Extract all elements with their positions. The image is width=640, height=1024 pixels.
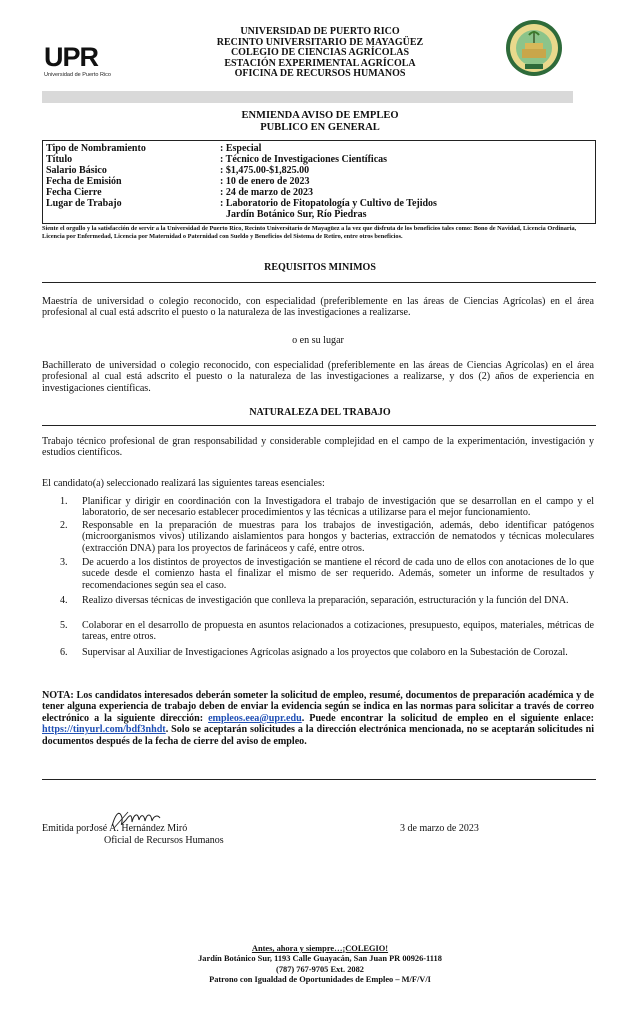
task-text: Planificar y dirigir en coordinación con la Investigadora el trabajo de investigación que se desarrollan en el campo y el laboratorio, de ser necesario establecer procedimientos y las técnicas a utilizarse para el mejor funcionamiento.: [82, 496, 594, 519]
task-number: 4.: [60, 595, 68, 606]
footer-slogan: Antes, ahora y siempre…¡COLEGIO!: [251, 944, 389, 953]
section-rule: [42, 779, 596, 780]
task-number: 6.: [60, 647, 68, 658]
naturaleza-heading: NATURALEZA DEL TRABAJO: [249, 407, 391, 418]
task-text: Realizo diversas técnicas de investigación que conlleva la preparación, separación, estructuración y la función del DNA.: [82, 595, 569, 606]
header-line: RECINTO UNIVERSITARIO DE MAYAGÜEZ: [216, 36, 424, 48]
info-label: Fecha de Emisión: [46, 176, 122, 187]
tasks-intro: El candidato(a) seleccionado realizará las siguientes tareas esenciales:: [42, 478, 325, 489]
info-label: Fecha Cierre: [46, 187, 102, 198]
issued-by-label: Emitida por:: [42, 823, 93, 834]
task-text: Responsable en la preparación de muestras para los trabajos de investigación, además, debo identificar patógenos (microorganismos vivos) utilizando aislamientos para hongos y bacterias, extracción de nematodos y técnicas moleculares (extracción DNA) para los proyectos de farináceos y café, entre otros.: [82, 520, 594, 554]
section-rule: [42, 282, 596, 283]
or-separator: o en su lugar: [292, 335, 344, 346]
info-value: : Laboratorio de Fitopatología y Cultivo de Tejidos: [220, 198, 437, 209]
info-value: : Técnico de Investigaciones Científicas: [220, 154, 388, 165]
info-label: Título: [46, 154, 73, 165]
signatory-title: Oficial de Recursos Humanos: [104, 835, 224, 846]
header-line: UNIVERSIDAD DE PUERTO RICO: [240, 26, 400, 37]
info-label: Tipo de Nombramiento: [46, 143, 146, 154]
task-number: 5.: [60, 620, 68, 631]
page-footer: [42, 944, 598, 986]
logo-mark: UPR: [44, 42, 99, 72]
task-text: De acuerdo a los distintos de proyectos de investigación se mantiene el récord de cada uno de ellos con anotaciones de lo que sucede desde el comienzo hasta el finalizar el mismo de ser requerido. Además, someter un informe de resultados y recomendaciones según sea el caso.: [82, 557, 594, 591]
header-line: OFICINA DE RECURSOS HUMANOS: [234, 68, 406, 80]
application-note: [42, 690, 594, 747]
institution-header: [170, 27, 470, 80]
info-value: : 10 de enero de 2023: [220, 176, 310, 187]
info-value: Jardín Botánico Sur, Río Piedras: [226, 209, 367, 220]
header-divider-band: [42, 91, 573, 103]
task-number: 2.: [60, 520, 68, 531]
requisitos-paragraph: Maestría de universidad o colegio reconocido, con especialidad (preferiblemente en las áreas de Ciencias Agrícolas) en el área profesional al cual está adscrito el puesto o la naturaleza de las investigaciones a realizarse.: [42, 296, 594, 319]
requisitos-paragraph: Bachillerato de universidad o colegio reconocido, con especialidad (preferiblemente en las áreas de Ciencias Agrícolas) en el área profesional al cual está adscrito el puesto o la naturaleza de las investigaciones a realizarse, y dos (2) años de experiencia en investigaciones científicas.: [42, 360, 594, 394]
info-value: : 24 de marzo de 2023: [220, 187, 314, 198]
logo-subtitle: Universidad de Puerto Rico: [44, 72, 111, 78]
signatory-block: [90, 823, 224, 847]
note-text: NOTA: Los candidatos interesados deberán someter la solicitud de empleo, resumé, documentos de preparación académica y de tener alguna experiencia de trabajo deben de enviar la evidencia según se indica en las normas para solicitar a través de correo electrónico a la siguiente dirección:: [42, 690, 594, 724]
job-info-table: [42, 140, 596, 224]
info-value: : Especial: [220, 143, 262, 154]
email-link[interactable]: empleos.eea@upr.edu: [208, 712, 302, 724]
naturaleza-paragraph: Trabajo técnico profesional de gran responsabilidad y considerable complejidad en el campo de la experimentación, investigación y estudios científicos.: [42, 436, 594, 459]
section-rule: [42, 425, 596, 426]
footer-eeo: Patrono con Igualdad de Oportunidades de Empleo – M/F/V/I: [209, 975, 431, 985]
header-line: COLEGIO DE CIENCIAS AGRÍCOLAS: [230, 47, 410, 59]
info-label: Salario Básico: [46, 165, 107, 176]
task-text: Colaborar en el desarrollo de propuesta en asuntos relacionados a cotizaciones, presupuesto, equipos, materiales, métricas de tareas, entre otros.: [82, 620, 594, 643]
note-text: . Solo se aceptarán solicitudes a la dirección electrónica mencionada, no se aceptarán solicitudes ni documentos después de la fecha de cierre del aviso de empleo.: [42, 724, 594, 747]
task-number: 3.: [60, 557, 68, 568]
task-number: 1.: [60, 496, 68, 507]
university-seal-icon: [505, 19, 563, 77]
notice-subtitle-line: PUBLICO EN GENERAL: [260, 122, 380, 133]
benefits-note: Siente el orgullo y la satisfacción de servir a la Universidad de Puerto Rico, Recinto Universitario de Mayagüez a la vez que disfruta de los beneficios tales como: Bono de Navidad, Licencia Ordinaria, Licencia por Enfermedad, Licencia por Maternidad o Paternidad con Sueldo y Beneficios del Sistema de Retiro, entre otros beneficios.: [42, 225, 577, 240]
footer-phone: (787) 767-9705 Ext. 2082: [276, 964, 364, 974]
note-text: . Puede encontrar la solicitud de empleo en el siguiente enlace:: [301, 712, 594, 724]
info-value: : $1,475.00-$1,825.00: [220, 165, 310, 176]
issue-date: 3 de marzo de 2023: [400, 823, 479, 834]
notice-title-line: ENMIENDA AVISO DE EMPLEO: [241, 110, 399, 121]
upr-logo: [44, 44, 124, 80]
requisitos-heading: REQUISITOS MINIMOS: [264, 262, 376, 273]
info-label: Lugar de Trabajo: [46, 198, 122, 209]
notice-title: [42, 110, 598, 134]
footer-address: Jardín Botánico Sur, 1193 Calle Guayacán, San Juan PR 00926-1118: [198, 954, 442, 964]
task-text: Supervisar al Auxiliar de Investigaciones Agrícolas asignado a los proyectos que colaboro en la Subestación de Corozal.: [82, 647, 568, 658]
header-line: ESTACIÓN EXPERIMENTAL AGRÍCOLA: [224, 57, 416, 69]
signatory-name: José A. Hernández Miró: [90, 823, 188, 834]
application-url-link[interactable]: https://tinyurl.com/bdf3nhdt: [42, 724, 166, 736]
